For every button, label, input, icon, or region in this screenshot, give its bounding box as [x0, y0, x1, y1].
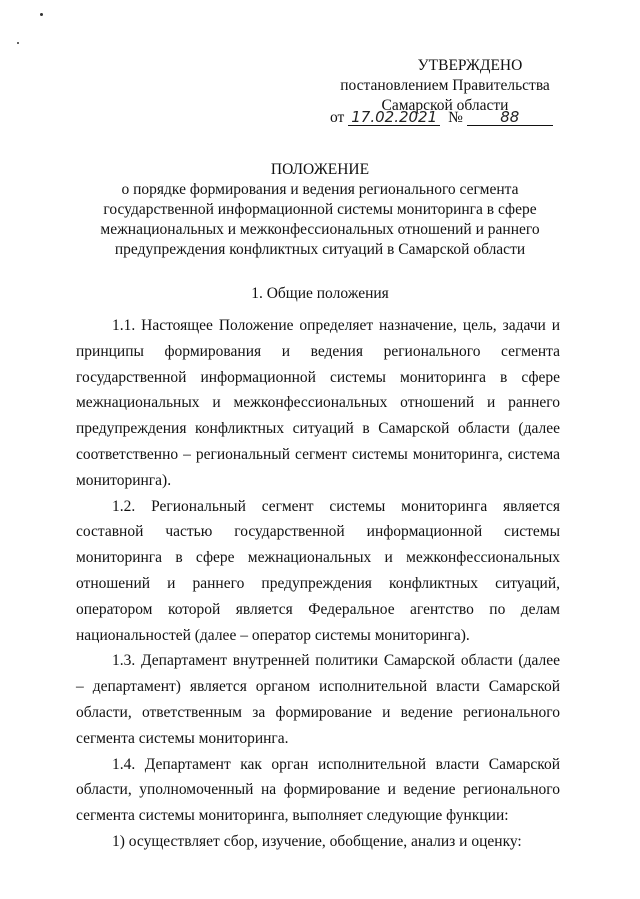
paragraph: 1) осуществляет сбор, изучение, обобщение, анализ и оценку:	[112, 832, 522, 850]
from-label: от	[330, 109, 345, 126]
document-title	[60, 160, 580, 260]
approval-date-row	[330, 108, 553, 128]
title-line: о порядке формирования и ведения регионального сегмента	[121, 181, 519, 198]
number-label: №	[448, 109, 463, 126]
approval-number: 88	[467, 109, 553, 126]
title-line: межнациональных и межконфессиональных отношений и раннего	[100, 221, 540, 238]
paragraph: 1.1. Настоящее Положение определяет назначение, цель, задачи и принципы формирования и ведения регионального сегмента государственной информационной системы мониторинга в сфере межнациональных и межконфессиональных отношений и раннего предупреждения конфликтных ситуаций в Самарской области (далее соответственно – региональный сегмент системы мониторинга, система мониторинга).	[76, 317, 560, 489]
approval-stamp	[330, 56, 590, 126]
document-body	[76, 313, 560, 855]
paragraph: 1.3. Департамент внутренней политики Самарской области (далее – департамент) является органом исполнительной власти Самарской области, ответственным за формирование и ведение регионального сегмента системы мониторинга.	[76, 652, 560, 747]
title-heading: ПОЛОЖЕНИЕ	[270, 161, 370, 178]
title-line: государственной информационной системы мониторинга в сфере	[103, 201, 537, 218]
approval-line: постановлением Правительства	[340, 77, 550, 94]
approval-date: 17.02.2021	[348, 109, 440, 126]
scan-speck	[40, 13, 43, 16]
section-heading: 1. Общие положения	[251, 285, 389, 302]
title-line: предупреждения конфликтных ситуаций в Самарской области	[114, 241, 526, 258]
scan-speck	[17, 42, 19, 44]
paragraph: 1.2. Региональный сегмент системы мониторинга является составной частью государственной информационной системы мониторинга в сфере межнациональных и межконфессиональных отношений и раннего предупреждения конфликтных ситуаций, оператором которой является Федеральное агентство по делам национальностей (далее – оператор системы мониторинга).	[76, 497, 560, 644]
approval-heading: УТВЕРЖДЕНО	[417, 57, 523, 74]
approval-line: Самарской области	[381, 97, 509, 114]
paragraph: 1.4. Департамент как орган исполнительной власти Самарской области, уполномоченный на формирование и ведение регионального сегмента системы мониторинга, выполняет следующие функции:	[76, 755, 560, 825]
